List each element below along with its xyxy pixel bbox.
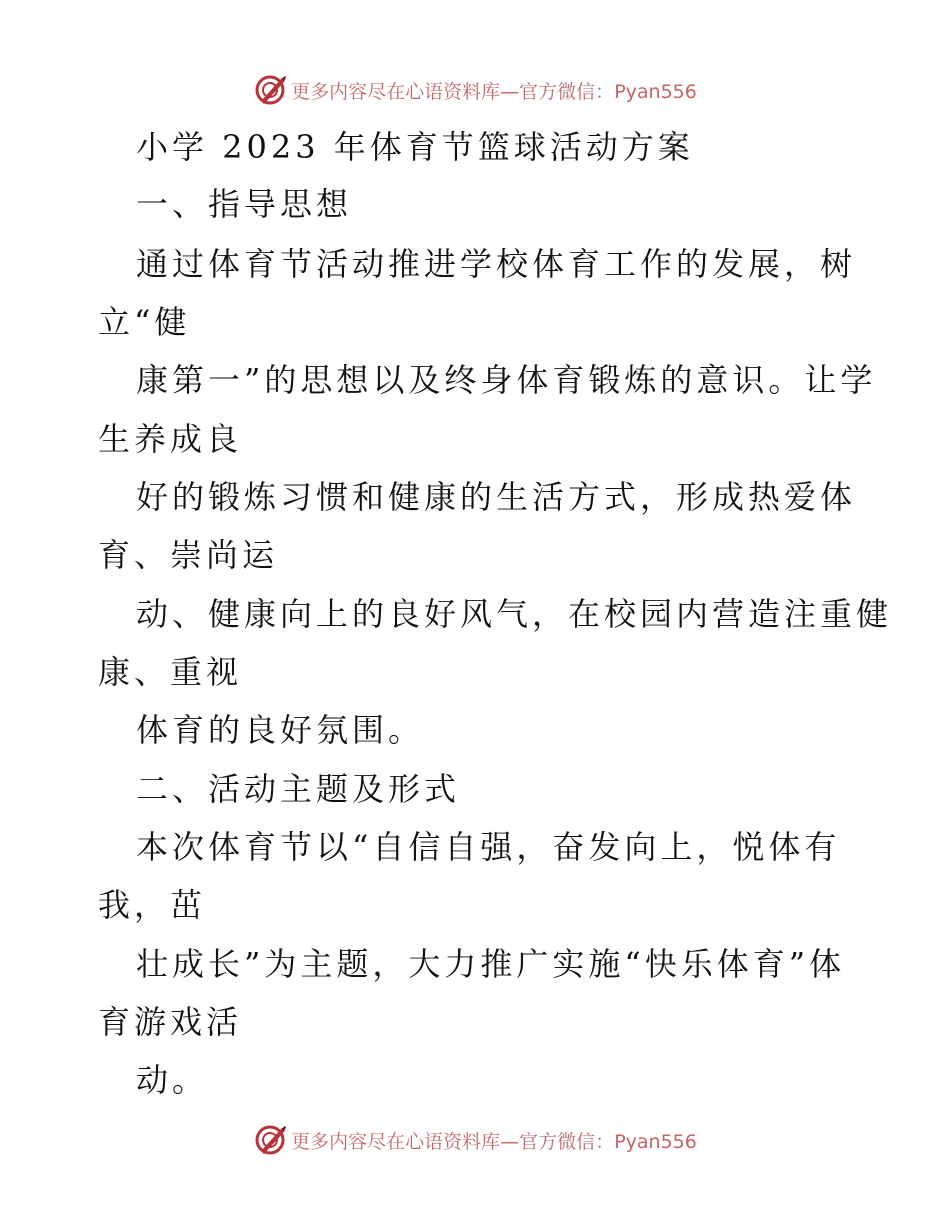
banner-dash: — (500, 1130, 520, 1153)
paragraph-line: 我，茁 (98, 886, 207, 924)
document-title: 小学 2023 年体育节篮球活动方案 (136, 128, 694, 166)
header-banner (0, 70, 950, 110)
banner-site-name: 更多内容尽在心语资料库 (291, 80, 501, 103)
banner-text (291, 1127, 697, 1154)
banner-site-name: 更多内容尽在心语资料库 (291, 1130, 501, 1153)
paragraph-line: 本次体育节以“自信自强，奋发向上，悦体有 (136, 828, 841, 866)
paragraph-line: 动、健康向上的良好风气，在校园内营造注重健 (136, 595, 893, 633)
banner-dash: — (500, 80, 520, 103)
paragraph-line: 动。 (136, 1061, 209, 1099)
banner-wechat-id: Pyan556 (614, 80, 697, 103)
banner-wechat-label: 官方微信： (519, 80, 615, 103)
paragraph-line: 生养成良 (98, 420, 243, 458)
paragraph-line: 康第一”的思想以及终身体育锻炼的意识。让学 (136, 361, 877, 399)
paragraph-line: 康、重视 (98, 653, 243, 691)
section-heading-1: 一、指导思想 (136, 185, 353, 223)
paragraph-line: 立“健 (98, 303, 191, 341)
footer-banner (0, 1120, 950, 1160)
paragraph-line: 通过体育节活动推进学校体育工作的发展，树 (136, 245, 857, 283)
banner-wechat-label: 官方微信： (519, 1130, 615, 1153)
banner-wechat-id: Pyan556 (614, 1130, 697, 1153)
pen-circle-logo-icon (253, 73, 287, 107)
section-heading-2: 二、活动主题及形式 (136, 770, 461, 808)
paragraph-line: 壮成长”为主题，大力推广实施“快乐体育”体 (136, 945, 846, 983)
paragraph-line: 育、崇尚运 (98, 536, 279, 574)
paragraph-line: 体育的良好氛围。 (136, 711, 425, 749)
paragraph-line: 育游戏活 (98, 1003, 243, 1041)
pen-circle-logo-icon (253, 1123, 287, 1157)
paragraph-line: 好的锻炼习惯和健康的生活方式，形成热爱体 (136, 478, 857, 516)
banner-text (291, 77, 697, 104)
